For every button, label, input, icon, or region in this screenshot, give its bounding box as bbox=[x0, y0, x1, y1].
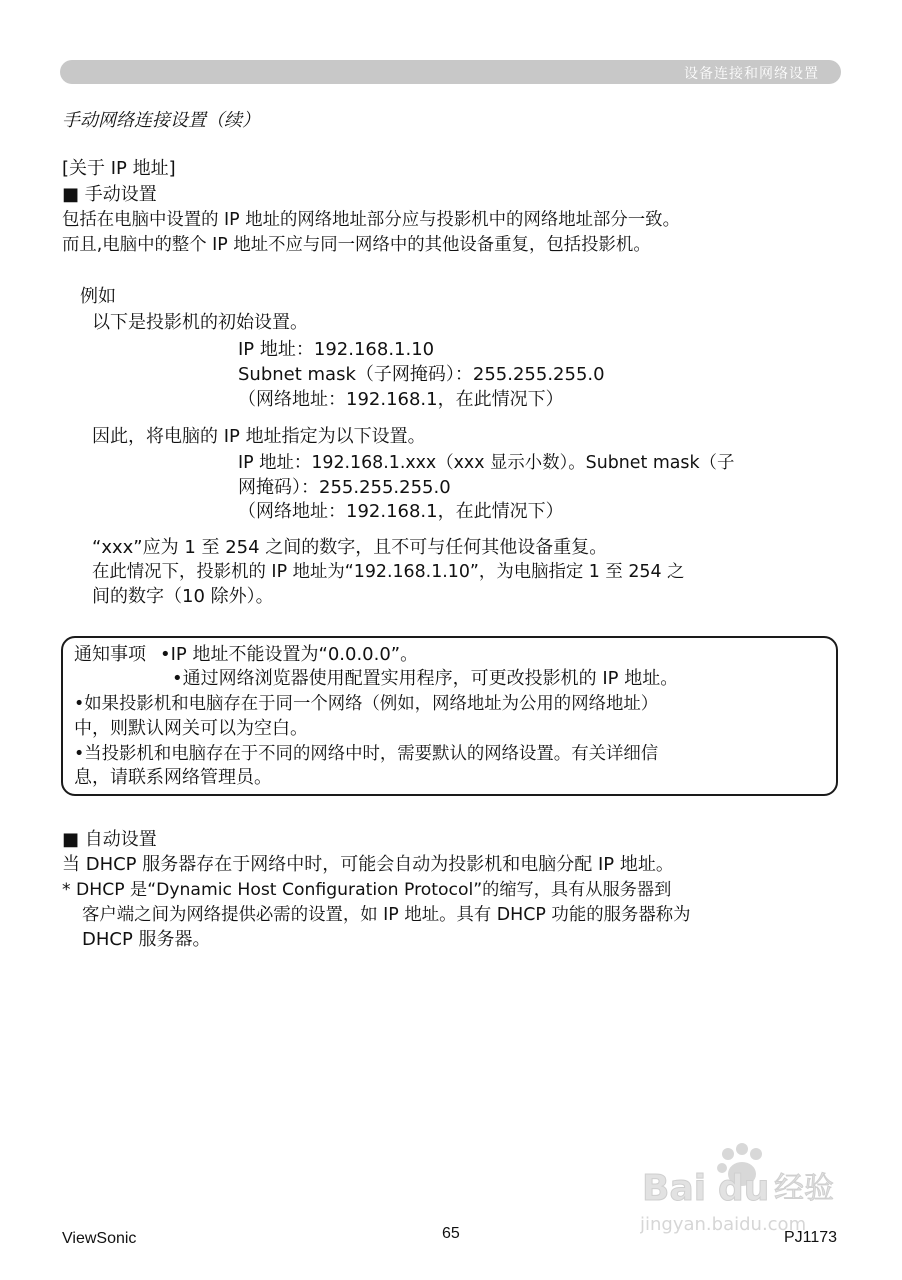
pc-ip-line1: IP 地址：192.168.1.xxx（xxx 显示小数）。Subnet mask（子 bbox=[238, 453, 735, 473]
notice-item-4-line2: 息，请联系网络管理员。 bbox=[74, 767, 272, 788]
pc-ip-line2: 网掩码）：255.255.255.0 bbox=[238, 477, 451, 498]
auto-footnote-line2: 客户端之间为网络提供必需的设置，如 IP 地址。具有 DHCP 功能的服务器称为 bbox=[82, 905, 691, 925]
footer-brand: ViewSonic bbox=[62, 1230, 137, 1247]
case-line2: 间的数字（10 除外）。 bbox=[92, 586, 274, 607]
xxx-note: “xxx”应为 1 至 254 之间的数字，且不可与任何其他设备重复。 bbox=[92, 537, 608, 558]
ip-heading: [关于 IP 地址] bbox=[62, 158, 176, 179]
page-number: 65 bbox=[442, 1225, 460, 1242]
notice-item-4-line1: •当投影机和电脑存在于不同的网络中时，需要默认的网络设置。有关详细信 bbox=[74, 744, 659, 764]
svg-text:jingyan.baidu.com: jingyan.baidu.com bbox=[640, 1214, 807, 1235]
auto-footnote-line1: * DHCP 是“Dynamic Host Configuration Protocol”的缩写，具有从服务器到 bbox=[62, 880, 672, 900]
baidu-jingyan-watermark bbox=[640, 1140, 860, 1240]
manual-para-line2: 而且,电脑中的整个 IP 地址不应与同一网络中的其他设备重复，包括投影机。 bbox=[62, 235, 651, 255]
pc-intro: 因此，将电脑的 IP 地址指定为以下设置。 bbox=[92, 426, 426, 447]
auto-line1: 当 DHCP 服务器存在于网络中时，可能会自动为投影机和电脑分配 IP 地址。 bbox=[62, 854, 674, 875]
initial-network: （网络地址：192.168.1，在此情况下） bbox=[238, 389, 564, 410]
svg-text:du: du bbox=[718, 1168, 770, 1209]
initial-mask: Subnet mask（子网掩码）：255.255.255.0 bbox=[238, 364, 605, 385]
notice-item-1: •IP 地址不能设置为“0.0.0.0”。 bbox=[160, 644, 419, 665]
svg-text:Bai: Bai bbox=[642, 1168, 707, 1209]
auto-heading: ■ 自动设置 bbox=[62, 829, 157, 850]
notice-item-3-line1: •如果投影机和电脑存在于同一个网络（例如，网络地址为公用的网络地址） bbox=[74, 694, 659, 714]
manual-heading: ■ 手动设置 bbox=[62, 184, 157, 205]
svg-text:经验: 经验 bbox=[774, 1171, 834, 1206]
notice-item-3-line2: 中，则默认网关可以为空白。 bbox=[74, 718, 308, 739]
header-bar bbox=[60, 60, 841, 84]
manual-para-line1: 包括在电脑中设置的 IP 地址的网络地址部分应与投影机中的网络地址部分一致。 bbox=[62, 210, 680, 230]
model-number: PJ1173 bbox=[784, 1229, 838, 1246]
notice-label: 通知事项 bbox=[74, 644, 146, 665]
initial-intro: 以下是投影机的初始设置。 bbox=[92, 312, 308, 333]
header-title: 设备连接和网络设置 bbox=[684, 66, 819, 82]
example-label: 例如 bbox=[80, 286, 116, 307]
section-title: 手动网络连接设置（续） bbox=[62, 110, 260, 131]
notice-item-2: •通过网络浏览器使用配置实用程序，可更改投影机的 IP 地址。 bbox=[172, 668, 679, 689]
case-line1: 在此情况下，投影机的 IP 地址为“192.168.1.10”，为电脑指定 1 至 254 之 bbox=[92, 562, 685, 582]
initial-ip: IP 地址：192.168.1.10 bbox=[238, 339, 435, 360]
auto-footnote-line3: DHCP 服务器。 bbox=[82, 929, 211, 950]
pc-network: （网络地址：192.168.1，在此情况下） bbox=[238, 501, 564, 522]
